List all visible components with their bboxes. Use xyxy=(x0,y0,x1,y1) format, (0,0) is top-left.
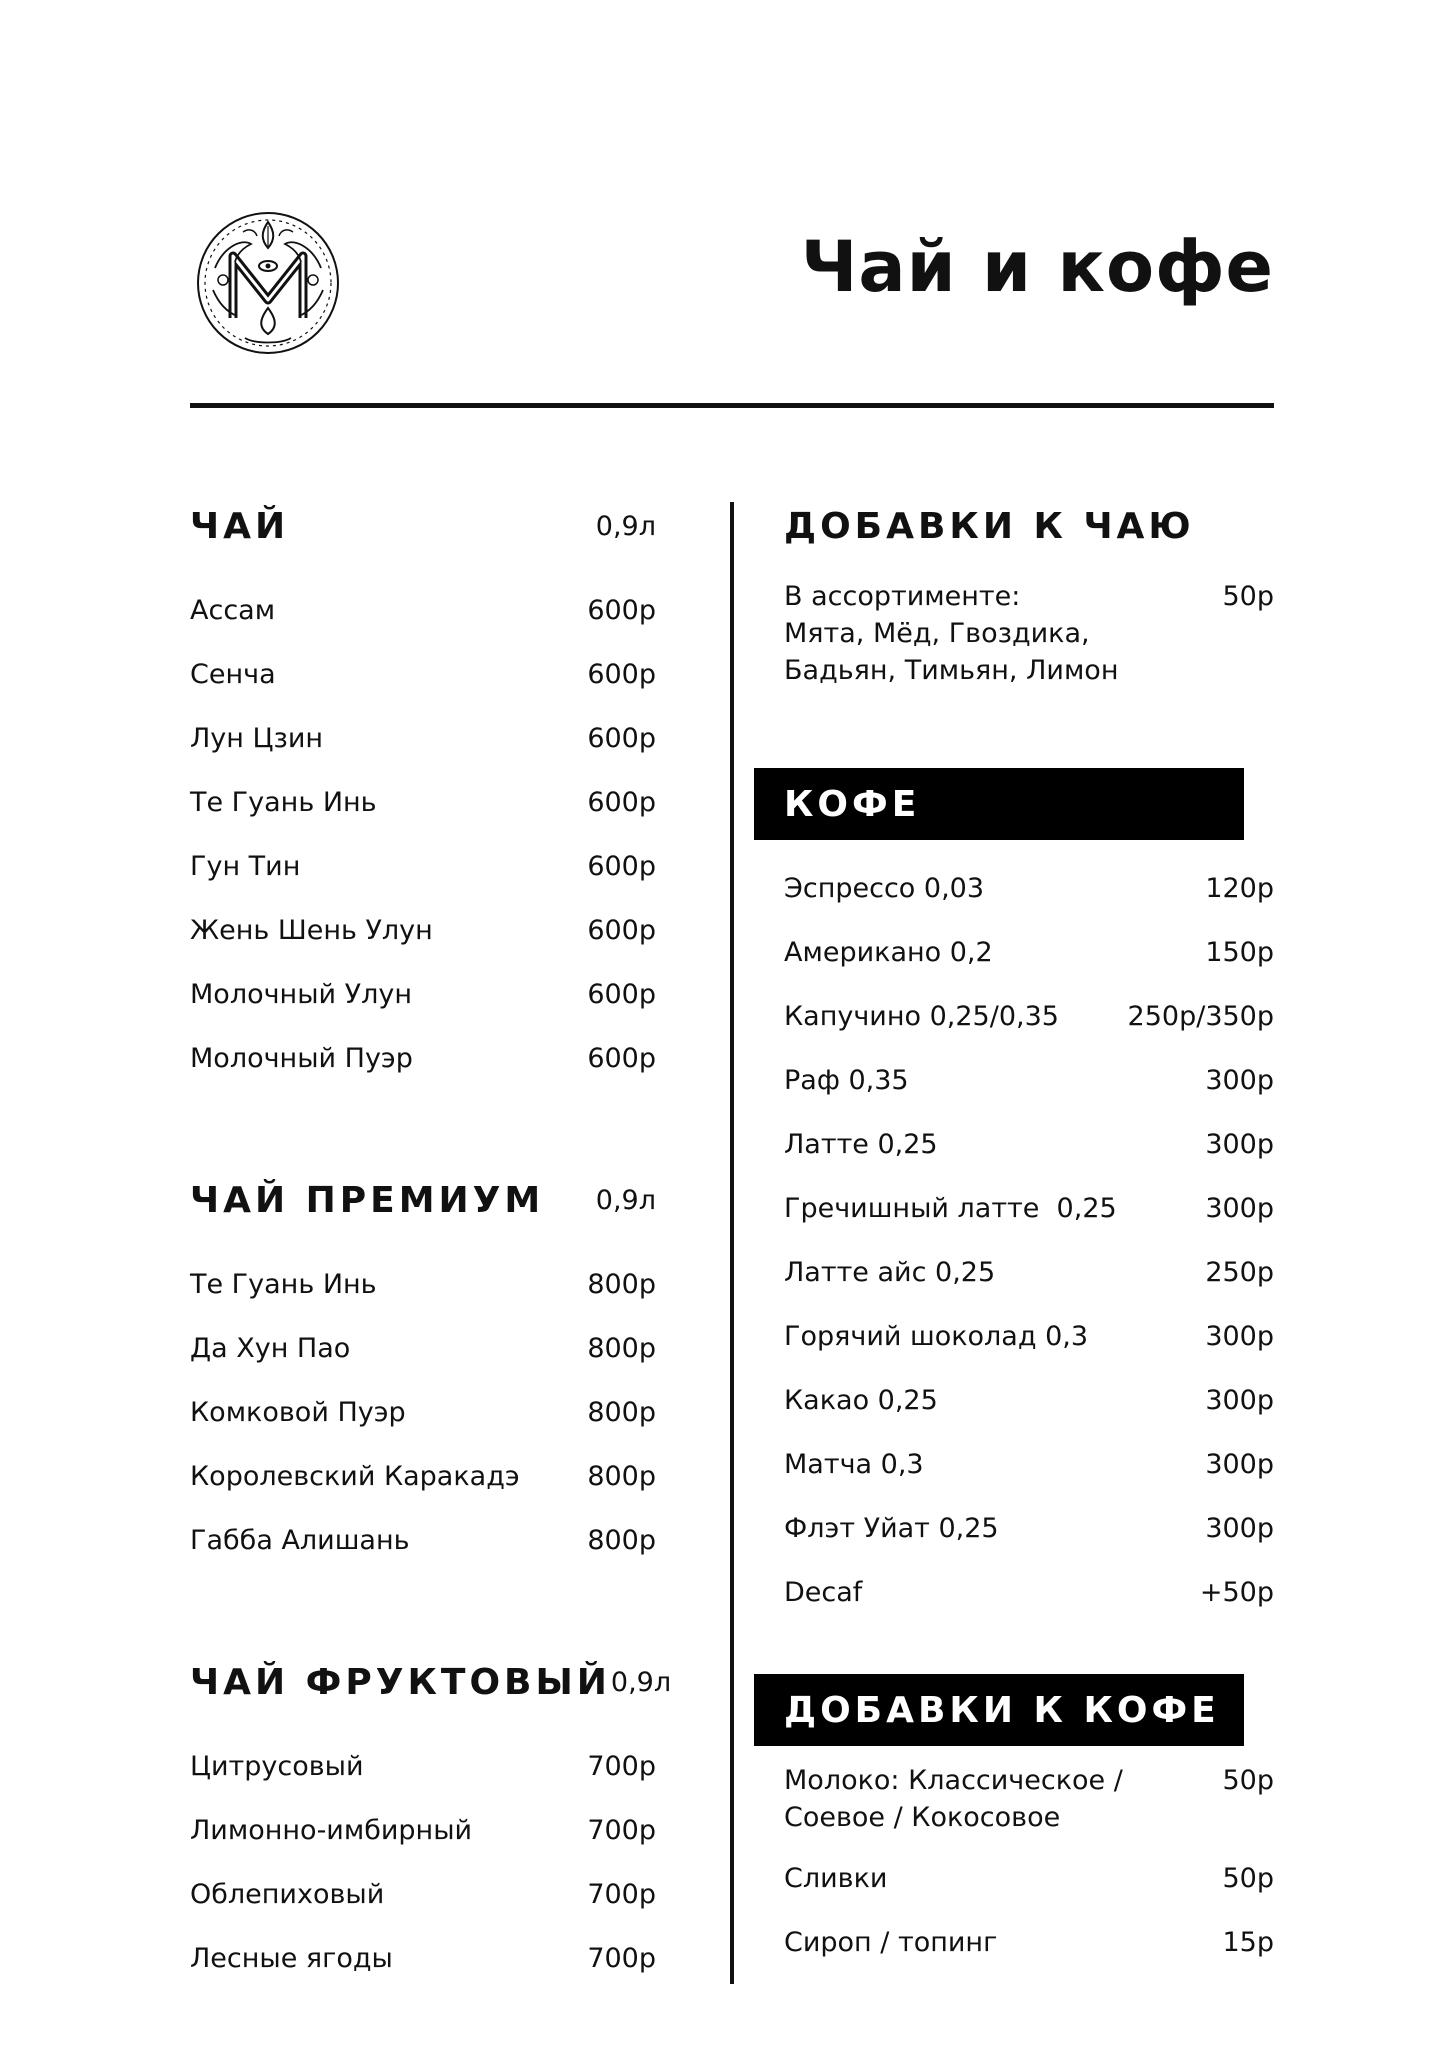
menu-item xyxy=(190,1508,656,1572)
item-price: 800р xyxy=(587,1460,656,1492)
menu-item xyxy=(190,578,656,642)
item-name: Латте айс 0,25 xyxy=(784,1256,996,1288)
menu-item xyxy=(190,1798,656,1862)
header-divider xyxy=(190,403,1274,408)
tea-addons-section xyxy=(784,490,1274,689)
item-name: Decaf xyxy=(784,1576,863,1608)
menu-item xyxy=(784,1752,1274,1846)
item-name: Гречишный латте 0,25 xyxy=(784,1192,1117,1224)
item-name: Жень Шень Улун xyxy=(190,914,433,946)
menu-item xyxy=(190,1316,656,1380)
item-name xyxy=(784,578,1118,689)
item-name: Горячий шоколад 0,3 xyxy=(784,1320,1089,1352)
item-name: Сенча xyxy=(190,658,276,690)
tea-fruit-item-list xyxy=(190,1734,656,1990)
menu-item xyxy=(190,1026,656,1090)
menu-item xyxy=(190,1734,656,1798)
menu-item xyxy=(190,642,656,706)
item-name: Те Гуань Инь xyxy=(190,786,377,818)
menu-item xyxy=(190,1380,656,1444)
coffee-item-list xyxy=(784,856,1274,1624)
item-price: 700р xyxy=(587,1750,656,1782)
item-name: Флэт Уйат 0,25 xyxy=(784,1512,999,1544)
menu-item xyxy=(784,856,1274,920)
item-name-line: Мята, Мёд, Гвоздика, xyxy=(784,618,1090,649)
item-price: 600р xyxy=(587,1042,656,1074)
item-name: Какао 0,25 xyxy=(784,1384,938,1416)
item-price: 600р xyxy=(587,786,656,818)
column-divider xyxy=(730,502,734,1984)
section-title: ЧАЙ ПРЕМИУМ xyxy=(190,1179,545,1221)
item-name: Капучино 0,25/0,35 xyxy=(784,1000,1059,1032)
menu-item xyxy=(190,1444,656,1508)
item-price: 15р xyxy=(1222,1926,1274,1958)
menu-item xyxy=(784,1432,1274,1496)
item-price: 800р xyxy=(587,1396,656,1428)
item-price: 800р xyxy=(587,1332,656,1364)
item-name: Цитрусовый xyxy=(190,1750,364,1782)
item-price: 600р xyxy=(587,594,656,626)
item-price: 600р xyxy=(587,722,656,754)
tea-fruit-section xyxy=(190,1646,672,1990)
item-price: 50р xyxy=(1222,1862,1274,1894)
tea-addons-item-list xyxy=(784,568,1274,689)
tea-section-header xyxy=(190,490,656,562)
item-name: Ассам xyxy=(190,594,276,626)
tea-fruit-section-header xyxy=(190,1646,672,1718)
item-name: Сироп / топинг xyxy=(784,1926,998,1958)
item-name: Да Хун Пао xyxy=(190,1332,351,1364)
menu-item xyxy=(784,984,1274,1048)
menu-item xyxy=(190,1926,656,1990)
item-price: 50р xyxy=(1222,581,1274,612)
coffee-section-header xyxy=(754,768,1244,840)
section-volume: 0,9л xyxy=(610,1666,672,1698)
item-name: Американо 0,2 xyxy=(784,936,993,968)
item-price: 600р xyxy=(587,658,656,690)
tea-section xyxy=(190,490,656,1090)
coffee-addons-section xyxy=(784,1674,1274,1974)
item-name: Лун Цзин xyxy=(190,722,324,754)
menu-item xyxy=(784,1368,1274,1432)
item-name-line: Бадьян, Тимьян, Лимон xyxy=(784,655,1119,686)
section-title: ЧАЙ ФРУКТОВЫЙ xyxy=(190,1661,611,1703)
menu-item xyxy=(190,706,656,770)
tea-premium-section xyxy=(190,1164,656,1572)
tea-item-list xyxy=(190,578,656,1090)
item-price: 50р xyxy=(1222,1765,1274,1796)
menu-item xyxy=(784,1304,1274,1368)
item-price: 250р xyxy=(1205,1256,1274,1288)
menu-item xyxy=(190,1862,656,1926)
menu-item xyxy=(784,1846,1274,1910)
section-title: ДОБАВКИ К ЧАЮ xyxy=(784,505,1195,547)
item-price: 800р xyxy=(587,1268,656,1300)
item-price: 300р xyxy=(1205,1512,1274,1544)
menu-item xyxy=(784,1240,1274,1304)
menu-item xyxy=(190,834,656,898)
item-name: Сливки xyxy=(784,1862,888,1894)
item-name: Раф 0,35 xyxy=(784,1064,909,1096)
section-volume: 0,9л xyxy=(595,510,656,542)
menu-item xyxy=(784,1560,1274,1624)
item-name: Комковой Пуэр xyxy=(190,1396,406,1428)
item-price: 300р xyxy=(1205,1320,1274,1352)
menu-item xyxy=(784,1910,1274,1974)
coffee-addons-item-list xyxy=(784,1752,1274,1974)
item-name: Лимонно-имбирный xyxy=(190,1814,473,1846)
tea-premium-item-list xyxy=(190,1252,656,1572)
item-name: Латте 0,25 xyxy=(784,1128,938,1160)
item-price: 600р xyxy=(587,978,656,1010)
section-title: ДОБАВКИ К КОФЕ xyxy=(784,1689,1220,1731)
item-name: Те Гуань Инь xyxy=(190,1268,377,1300)
item-price: 300р xyxy=(1205,1064,1274,1096)
item-name-line: В ассортименте: xyxy=(784,581,1021,612)
item-price: 700р xyxy=(587,1814,656,1846)
item-price: 700р xyxy=(587,1878,656,1910)
menu-item xyxy=(784,920,1274,984)
menu-item xyxy=(190,770,656,834)
item-name: Молочный Улун xyxy=(190,978,412,1010)
menu-item xyxy=(784,1048,1274,1112)
item-price: 120р xyxy=(1205,872,1274,904)
page-title: Чай и кофе xyxy=(800,226,1274,308)
item-name: Облепиховый xyxy=(190,1878,385,1910)
tea-addons-section-header xyxy=(784,490,1274,562)
item-price: 700р xyxy=(587,1942,656,1974)
item-name: Молочный Пуэр xyxy=(190,1042,413,1074)
menu-item xyxy=(784,568,1274,689)
item-price: 150р xyxy=(1205,936,1274,968)
logo-emblem-icon xyxy=(193,208,343,358)
item-name-line: Соевое / Кокосовое xyxy=(784,1802,1061,1833)
item-price: 300р xyxy=(1205,1128,1274,1160)
item-price: +50р xyxy=(1199,1576,1274,1608)
menu-item xyxy=(784,1176,1274,1240)
item-name: Королевский Каракадэ xyxy=(190,1460,520,1492)
menu-item xyxy=(784,1496,1274,1560)
item-name: Габба Алишань xyxy=(190,1524,410,1556)
menu-item xyxy=(190,898,656,962)
section-title: КОФЕ xyxy=(784,783,921,825)
item-name: Лесные ягоды xyxy=(190,1942,393,1974)
item-price: 600р xyxy=(587,850,656,882)
item-price: 600р xyxy=(587,914,656,946)
item-price: 300р xyxy=(1205,1192,1274,1224)
item-name: Матча 0,3 xyxy=(784,1448,924,1480)
menu-item xyxy=(190,1252,656,1316)
section-title: ЧАЙ xyxy=(190,505,290,547)
item-name-line: Молоко: Классическое / xyxy=(784,1765,1123,1796)
coffee-addons-section-header xyxy=(754,1674,1244,1746)
tea-premium-section-header xyxy=(190,1164,656,1236)
item-price: 250р/350р xyxy=(1127,1000,1274,1032)
item-price: 800р xyxy=(587,1524,656,1556)
menu-item xyxy=(190,962,656,1026)
coffee-section xyxy=(784,768,1274,1624)
item-name xyxy=(784,1762,1123,1836)
item-price: 300р xyxy=(1205,1448,1274,1480)
item-price: 300р xyxy=(1205,1384,1274,1416)
menu-item xyxy=(784,1112,1274,1176)
item-name: Эспрессо 0,03 xyxy=(784,872,985,904)
item-name: Гун Тин xyxy=(190,850,301,882)
section-volume: 0,9л xyxy=(595,1184,656,1216)
